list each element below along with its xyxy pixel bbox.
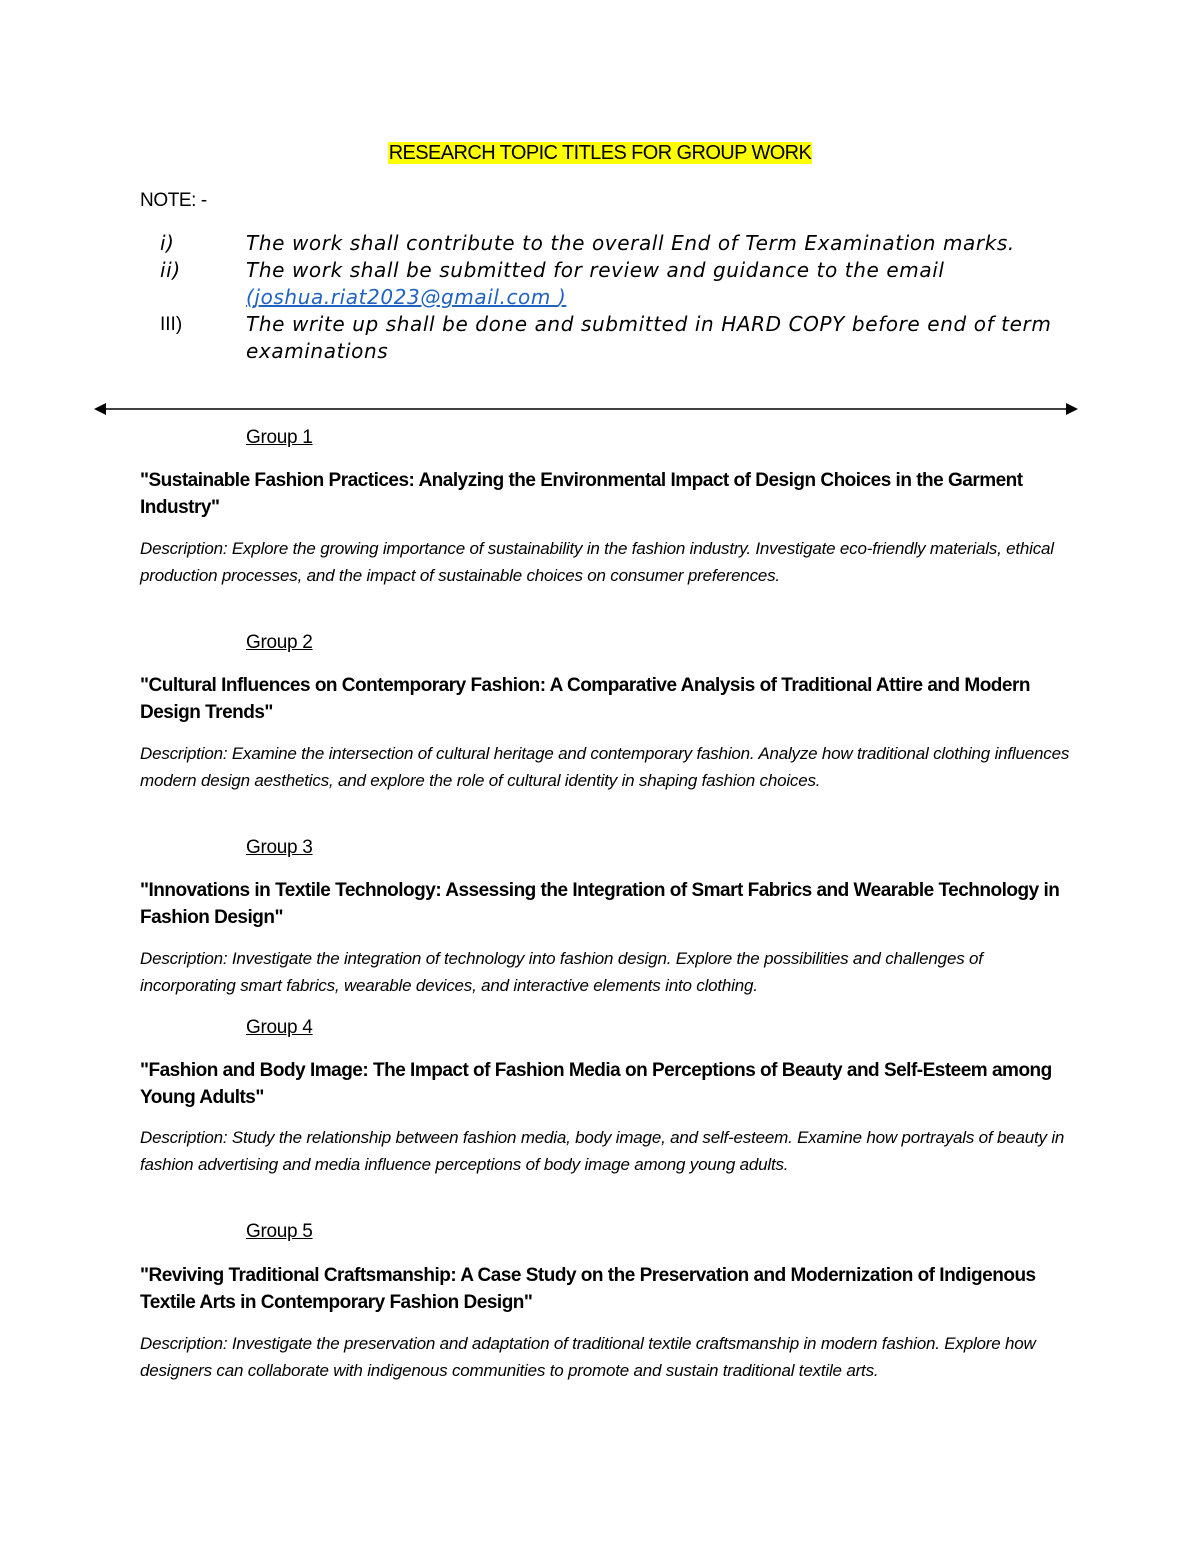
topic-title-2: "Cultural Influences on Contemporary Fashion: A Comparative Analysis of Traditional Attire and Modern Design Trends"	[140, 675, 1030, 723]
note-text: The write up shall be done and submitted in HARD COPY before end of term examinations	[246, 312, 1052, 363]
topic-title-5: "Reviving Traditional Craftsmanship: A Case Study on the Preservation and Modernization of Indigenous Textile Arts in Contemporary Fashion Design"	[140, 1265, 1036, 1313]
topic-title-4: "Fashion and Body Image: The Impact of Fashion Media on Perceptions of Beauty and Self-Esteem among Young Adults"	[140, 1060, 1052, 1108]
note-number: ii)	[160, 258, 181, 282]
group-heading-1: Group 1	[246, 427, 313, 448]
note-text	[246, 257, 1060, 311]
page-title: RESEARCH TOPIC TITLES FOR GROUP WORK	[388, 142, 812, 164]
email-link[interactable]	[246, 285, 566, 309]
note-list	[160, 230, 1060, 365]
group-heading-2: Group 2	[246, 632, 313, 653]
paren-open: (	[246, 285, 255, 309]
note-text: The work shall contribute to the overall End of Term Examination marks.	[246, 231, 1015, 255]
title-wrapper	[0, 142, 1200, 165]
topic-title-1: "Sustainable Fashion Practices: Analyzing the Environmental Impact of Design Choices in the Garment Industry"	[140, 470, 1023, 518]
topic-description-1: Description: Explore the growing importance of sustainability in the fashion industry. Investigate eco-friendly materials, ethical production processes, and the impact of sustainable choices on consumer preferences.	[140, 539, 1054, 585]
double-arrow-line	[94, 400, 1080, 418]
topic-title-3: "Innovations in Textile Technology: Assessing the Integration of Smart Fabrics and Wearable Technology in Fashion Design"	[140, 880, 1060, 928]
left-arrowhead-icon	[94, 403, 106, 415]
topic-description-2: Description: Examine the intersection of cultural heritage and contemporary fashion. Analyze how traditional clothing influences modern design aesthetics, and explore the role of cultural identity in shaping fashion choices.	[140, 744, 1070, 790]
group-heading-5: Group 5	[246, 1221, 313, 1242]
group-heading-3: Group 3	[246, 837, 313, 858]
note-number: i)	[160, 231, 175, 255]
topic-description-4: Description: Study the relationship between fashion media, body image, and self-esteem. Examine how portrayals of beauty in fashion advertising and media influence perceptions of body image among young adults.	[140, 1128, 1065, 1174]
note-item-1	[160, 230, 1060, 257]
email-address: joshua.riat2023@gmail.com	[254, 285, 558, 309]
note-number: III)	[160, 314, 183, 335]
note-label: NOTE: -	[140, 190, 207, 211]
note-text-part: The work shall be submitted for review and guidance to the email	[246, 258, 945, 282]
topic-description-5: Description: Investigate the preservation and adaptation of traditional textile craftsmanship in modern fashion. Explore how designers can collaborate with indigenous communities to promote and sustain traditional textile arts.	[140, 1334, 1036, 1380]
note-item-3	[160, 311, 1060, 365]
paren-close: )	[557, 285, 567, 309]
right-arrowhead-icon	[1066, 403, 1078, 415]
group-heading-4: Group 4	[246, 1017, 313, 1038]
topic-description-3: Description: Investigate the integration of technology into fashion design. Explore the possibilities and challenges of incorporating smart fabrics, wearable devices, and interactive elements into clothing.	[140, 949, 983, 995]
note-item-2	[160, 257, 1060, 311]
